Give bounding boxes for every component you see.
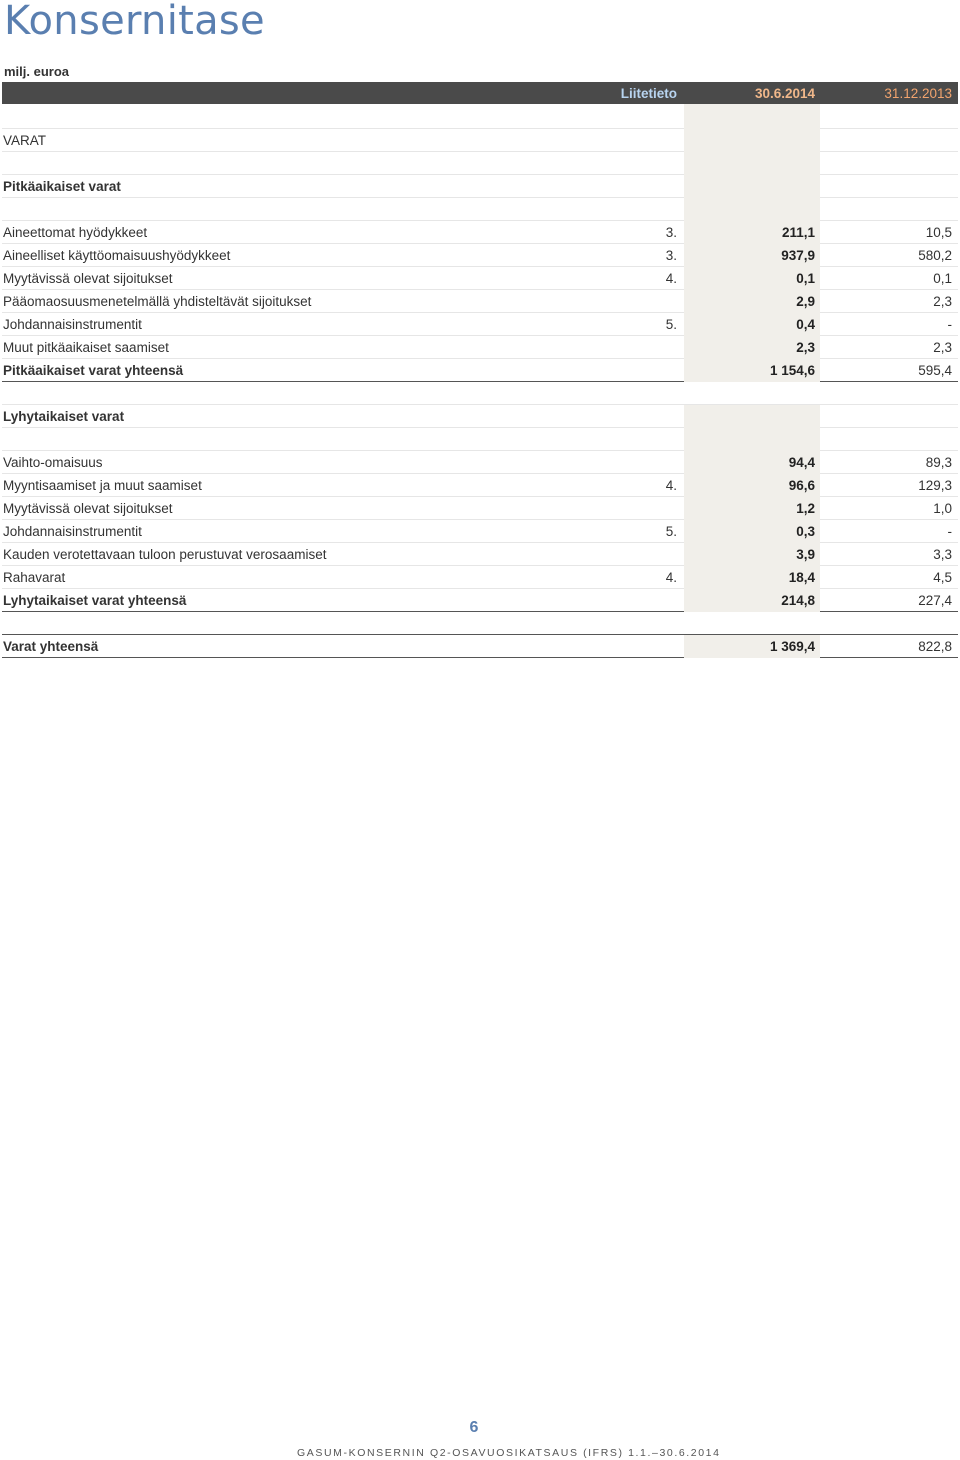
- row-previous: 129,3: [918, 478, 952, 493]
- table-row: [2, 221, 958, 244]
- row-label: Myytävissä olevat sijoitukset: [3, 501, 173, 516]
- table-row: [2, 543, 958, 566]
- row-label: Pitkäaikaiset varat yhteensä: [3, 363, 184, 378]
- header-note: Liitetieto: [620, 86, 677, 101]
- page-number: 6: [469, 1419, 479, 1436]
- table-row: [2, 290, 958, 313]
- row-label: Myyntisaamiset ja muut saamiset: [3, 478, 202, 493]
- table-row: [2, 175, 958, 198]
- table-row-grand-total: [2, 634, 958, 658]
- table-row: [2, 451, 958, 474]
- row-previous: 595,4: [918, 363, 952, 378]
- table-row: [2, 405, 958, 428]
- row-label: Aineettomat hyödykkeet: [3, 225, 148, 240]
- header-current: 30.6.2014: [754, 86, 815, 101]
- table-row: [2, 267, 958, 290]
- table-row: [2, 244, 958, 267]
- row-current: 18,4: [788, 570, 815, 585]
- row-previous: 3,3: [933, 547, 952, 562]
- table-row: [2, 520, 958, 543]
- table-row: [2, 566, 958, 589]
- page-title: Konsernitase: [4, 0, 265, 44]
- row-current: 1,2: [796, 501, 815, 516]
- row-label: Rahavarat: [3, 570, 66, 585]
- row-current: 94,4: [788, 455, 815, 470]
- row-current: 0,4: [796, 317, 815, 332]
- row-previous: 822,8: [918, 639, 952, 654]
- row-current: 1 369,4: [769, 639, 815, 654]
- table-row: [2, 474, 958, 497]
- table-row-total: [2, 359, 958, 382]
- row-label: Lyhytaikaiset varat yhteensä: [3, 593, 187, 608]
- table-row: [2, 382, 958, 405]
- table-row: [2, 198, 958, 221]
- row-current: 0,1: [796, 271, 815, 286]
- table-row: [2, 612, 958, 634]
- table-row: [2, 428, 958, 451]
- row-previous: 0,1: [933, 271, 952, 286]
- table-row: [2, 336, 958, 359]
- row-label: Varat yhteensä: [3, 639, 99, 654]
- row-previous: -: [947, 317, 952, 332]
- row-previous: 1,0: [933, 501, 952, 516]
- row-note: 5.: [665, 524, 677, 539]
- row-current: 0,3: [796, 524, 815, 539]
- row-current: 2,9: [796, 294, 815, 309]
- table-row: [2, 313, 958, 336]
- row-current: 1 154,6: [769, 363, 815, 378]
- row-current: 937,9: [781, 248, 815, 263]
- row-current: 96,6: [788, 478, 815, 493]
- row-previous: 2,3: [933, 340, 952, 355]
- row-label: VARAT: [3, 133, 47, 148]
- row-label: Myytävissä olevat sijoitukset: [3, 271, 173, 286]
- header-previous: 31.12.2013: [884, 86, 952, 101]
- table-row: [2, 152, 958, 175]
- table-row: [2, 104, 958, 129]
- row-label: Pääomaosuusmenetelmällä yhdisteltävät sijoitukset: [3, 294, 312, 309]
- row-label: Johdannaisinstrumentit: [3, 317, 142, 332]
- row-previous: 89,3: [925, 455, 952, 470]
- row-note: 3.: [665, 248, 677, 263]
- row-current: 214,8: [781, 593, 815, 608]
- row-current: 3,9: [796, 547, 815, 562]
- row-note: 4.: [665, 570, 677, 585]
- row-label: Muut pitkäaikaiset saamiset: [3, 340, 169, 355]
- row-label: Vaihto-omaisuus: [3, 455, 103, 470]
- footer-text: GASUM-KONSERNIN Q2-OSAVUOSIKATSAUS (IFRS) 1.1.–30.6.2014: [297, 1447, 721, 1459]
- row-label: Kauden verotettavaan tuloon perustuvat verosaamiset: [3, 547, 327, 562]
- row-current: 2,3: [796, 340, 815, 355]
- row-previous: -: [947, 524, 952, 539]
- table-header: [2, 82, 958, 104]
- row-previous: 227,4: [918, 593, 952, 608]
- table-row-total: [2, 589, 958, 612]
- row-label: Lyhytaikaiset varat: [3, 409, 125, 424]
- row-previous: 4,5: [933, 570, 952, 585]
- row-note: 3.: [665, 225, 677, 240]
- row-previous: 10,5: [925, 225, 952, 240]
- row-note: 4.: [665, 478, 677, 493]
- row-label: Pitkäaikaiset varat: [3, 179, 121, 194]
- table-row: [2, 497, 958, 520]
- row-note: 4.: [665, 271, 677, 286]
- unit-label: milj. euroa: [4, 64, 70, 79]
- row-label: Aineelliset käyttöomaisuushyödykkeet: [3, 248, 231, 263]
- balance-sheet-table: [2, 82, 958, 658]
- row-previous: 2,3: [933, 294, 952, 309]
- table-row: [2, 129, 958, 152]
- row-label: Johdannaisinstrumentit: [3, 524, 142, 539]
- row-previous: 580,2: [918, 248, 952, 263]
- row-note: 5.: [665, 317, 677, 332]
- row-current: 211,1: [781, 225, 815, 240]
